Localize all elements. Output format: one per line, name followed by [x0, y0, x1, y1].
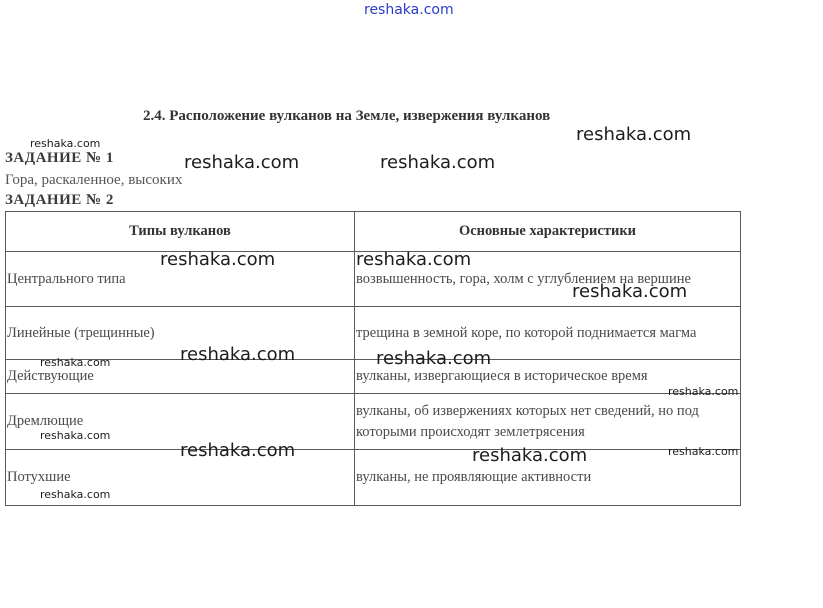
table-row: [6, 360, 741, 394]
site-link[interactable]: reshaka.com: [364, 2, 454, 18]
watermark: reshaka.com: [40, 356, 111, 369]
watermark: reshaka.com: [356, 249, 472, 270]
watermark: reshaka.com: [40, 429, 111, 442]
task-1-label: ЗАДАНИЕ № 1: [5, 150, 114, 166]
volcano-desc-cell: возвышенность, гора, холм с углублением на вершине: [355, 252, 741, 307]
header-main-characteristics: Основные характеристики: [355, 212, 741, 252]
watermark: reshaka.com: [180, 344, 296, 365]
watermark: reshaka.com: [160, 249, 276, 270]
volcano-type-cell: Центрального типа: [6, 252, 355, 307]
watermark: reshaka.com: [572, 281, 688, 302]
watermark: reshaka.com: [668, 445, 739, 458]
watermark: reshaka.com: [30, 137, 101, 150]
volcano-desc-cell: вулканы, об извержениях которых нет сведений, но под которыми происходят землетрясения: [355, 394, 741, 450]
watermark: reshaka.com: [40, 488, 111, 501]
volcano-type-cell: Действующие: [6, 360, 355, 394]
watermark: reshaka.com: [668, 385, 739, 398]
volcano-type-cell: Потухшие: [6, 450, 355, 506]
volcano-desc-cell: вулканы, не проявляющие активности: [355, 450, 741, 506]
volcano-desc-cell: трещина в земной коре, по которой поднимается магма: [355, 307, 741, 360]
section-title: 2.4. Расположение вулканов на Земле, извержения вулканов: [143, 108, 551, 124]
watermark: reshaka.com: [184, 152, 300, 173]
table-header-row: [6, 212, 741, 252]
task-2-label: ЗАДАНИЕ № 2: [5, 192, 114, 208]
header-volcano-types: Типы вулканов: [6, 212, 355, 252]
watermark: reshaka.com: [472, 445, 588, 466]
task-1-answer: Гора, раскаленное, высоких: [5, 172, 183, 188]
volcano-type-cell: Линейные (трещинные): [6, 307, 355, 360]
table-row: [6, 394, 741, 450]
watermark: reshaka.com: [376, 348, 492, 369]
watermark: reshaka.com: [380, 152, 496, 173]
table-row: [6, 450, 741, 506]
volcano-type-cell: Дремлющие: [6, 394, 355, 450]
volcano-desc-cell: вулканы, извергающиеся в историческое время: [355, 360, 741, 394]
table-row: [6, 307, 741, 360]
watermark: reshaka.com: [180, 440, 296, 461]
watermark: reshaka.com: [576, 124, 692, 145]
